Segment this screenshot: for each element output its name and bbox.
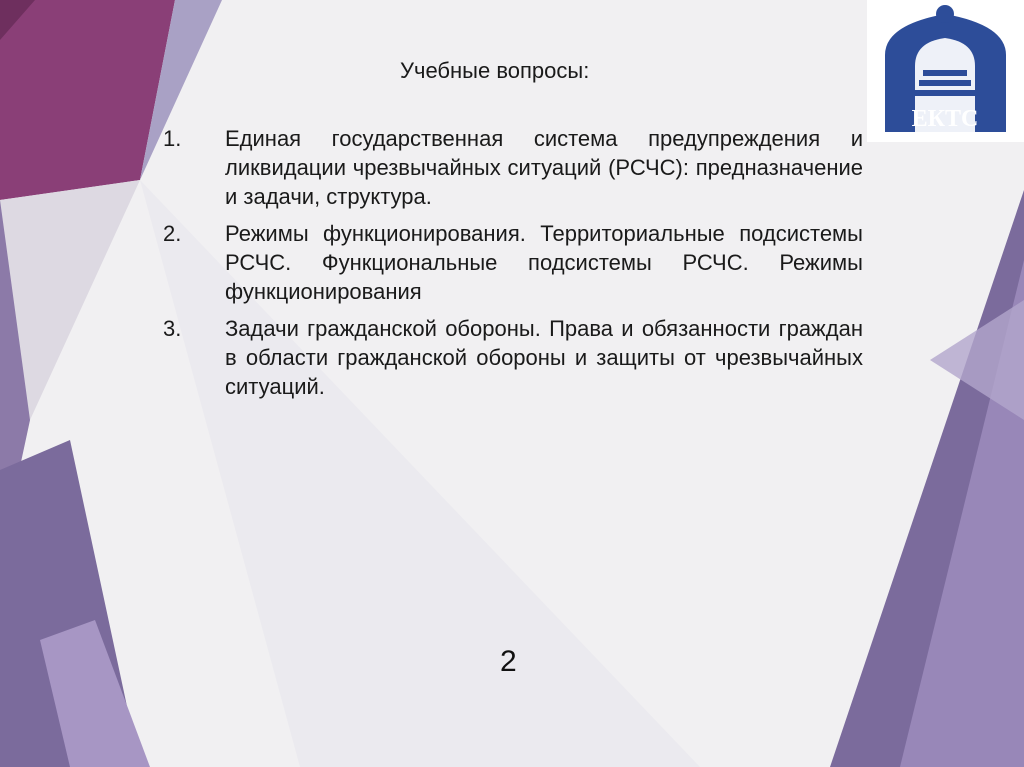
question-text: Режимы функционирования. Территориальные подсистемы РСЧС. Функциональные подсистемы РСЧС. Режимы функционирования <box>225 221 863 304</box>
logo-emblem-icon <box>867 0 1024 142</box>
question-item-3 <box>163 314 863 401</box>
page-number: 2 <box>500 645 517 678</box>
question-number: 3. <box>163 316 182 341</box>
question-number: 1. <box>163 126 182 151</box>
question-text: Единая государственная система предупреждения и ликвидации чрезвычайных ситуаций (РСЧС): предназначение и задачи, структура. <box>225 126 863 209</box>
questions-list <box>163 124 863 409</box>
slide-title: Учебные вопросы: <box>400 58 590 83</box>
question-text: Задачи гражданской обороны. Права и обязанности граждан в области гражданской обороны и защиты от чрезвычайных ситуаций. <box>225 316 863 399</box>
question-number: 2. <box>163 221 182 246</box>
college-logo <box>867 0 1024 142</box>
logo-text: ЕКТС <box>911 106 979 132</box>
question-item-1 <box>163 124 863 211</box>
question-item-2 <box>163 219 863 306</box>
magenta-shape <box>0 0 175 200</box>
